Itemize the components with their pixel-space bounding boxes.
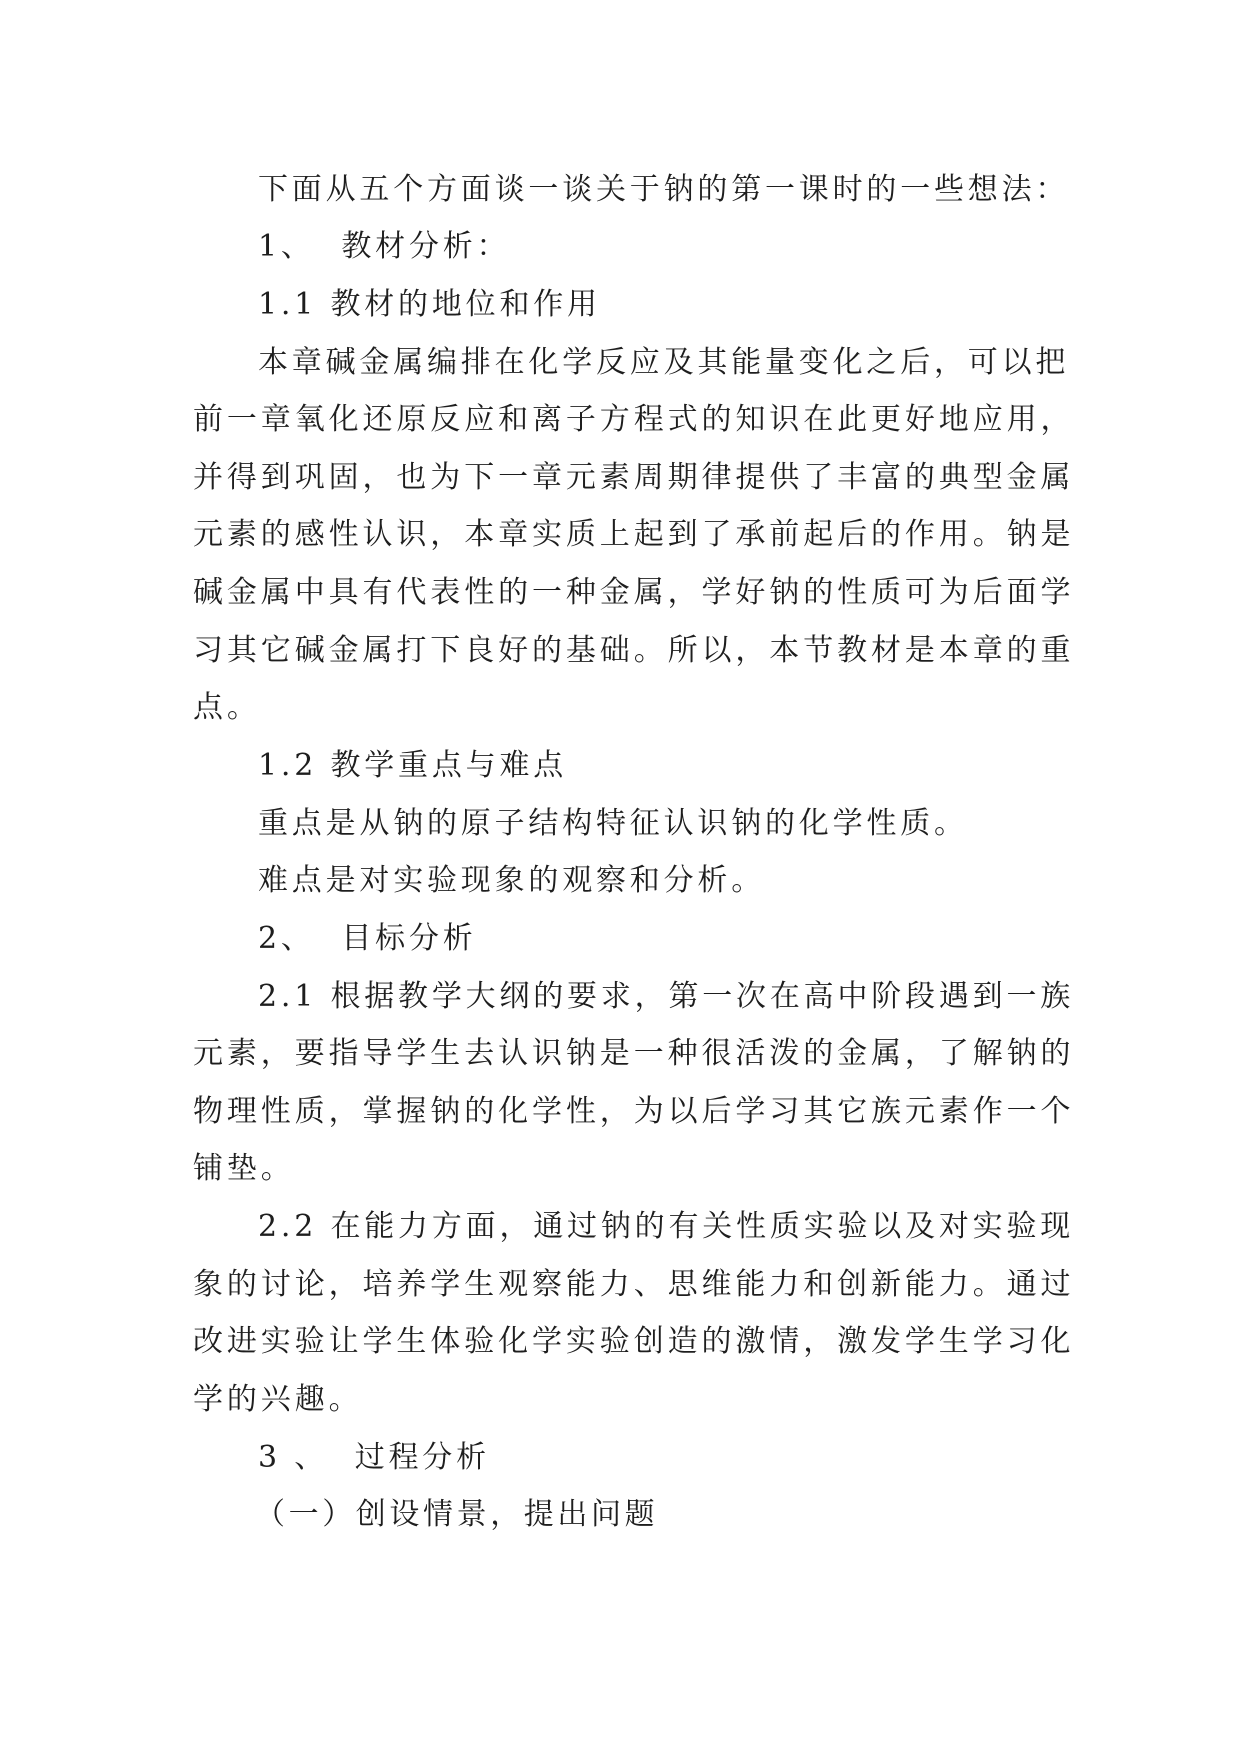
subsection-1-1-heading: 1.1 教材的地位和作用 bbox=[258, 287, 601, 322]
paragraph-line: 并得到巩固，也为下一章元素周期律提供了丰富的典型金属 bbox=[193, 460, 1075, 495]
section-3-heading: 3 、 过程分析 bbox=[258, 1440, 490, 1475]
paragraph-line: 改进实验让学生体验化学实验创造的激情，激发学生学习化 bbox=[193, 1324, 1075, 1359]
paragraph-line: 象的讨论，培养学生观察能力、思维能力和创新能力。通过 bbox=[193, 1267, 1075, 1302]
paragraph-line: 2.1 根据教学大纲的要求，第一次在高中阶段遇到一族 bbox=[258, 979, 1075, 1014]
subsection-heading: （一）创设情景，提出问题 bbox=[255, 1497, 659, 1532]
paragraph-line: 元素的感性认识，本章实质上起到了承前起后的作用。钠是 bbox=[193, 517, 1075, 552]
subsection-1-2-heading: 1.2 教学重点与难点 bbox=[258, 748, 568, 783]
paragraph-line: 难点是对实验现象的观察和分析。 bbox=[258, 863, 765, 898]
section-1-heading: 1、 教材分析： bbox=[258, 229, 511, 264]
intro-line: 下面从五个方面谈一谈关于钠的第一课时的一些想法： bbox=[258, 172, 1070, 207]
paragraph-line: 元素，要指导学生去认识钠是一种很活泼的金属，了解钠的 bbox=[193, 1036, 1075, 1071]
paragraph-line: 铺垫。 bbox=[193, 1151, 295, 1186]
paragraph-line: 学的兴趣。 bbox=[193, 1382, 363, 1417]
paragraph-line: 碱金属中具有代表性的一种金属，学好钠的性质可为后面学 bbox=[193, 575, 1075, 610]
paragraph-line: 2.2 在能力方面，通过钠的有关性质实验以及对实验现 bbox=[258, 1209, 1075, 1244]
paragraph-line: 点。 bbox=[193, 690, 261, 725]
paragraph-line: 本章碱金属编排在化学反应及其能量变化之后，可以把 bbox=[258, 345, 1070, 380]
paragraph-line: 习其它碱金属打下良好的基础。所以，本节教材是本章的重 bbox=[193, 633, 1075, 668]
paragraph-line: 重点是从钠的原子结构特征认识钠的化学性质。 bbox=[258, 806, 968, 841]
paragraph-line: 物理性质，掌握钠的化学性，为以后学习其它族元素作一个 bbox=[193, 1094, 1075, 1129]
paragraph-line: 前一章氧化还原反应和离子方程式的知识在此更好地应用， bbox=[193, 402, 1075, 437]
section-2-heading: 2、 目标分析 bbox=[258, 921, 477, 956]
